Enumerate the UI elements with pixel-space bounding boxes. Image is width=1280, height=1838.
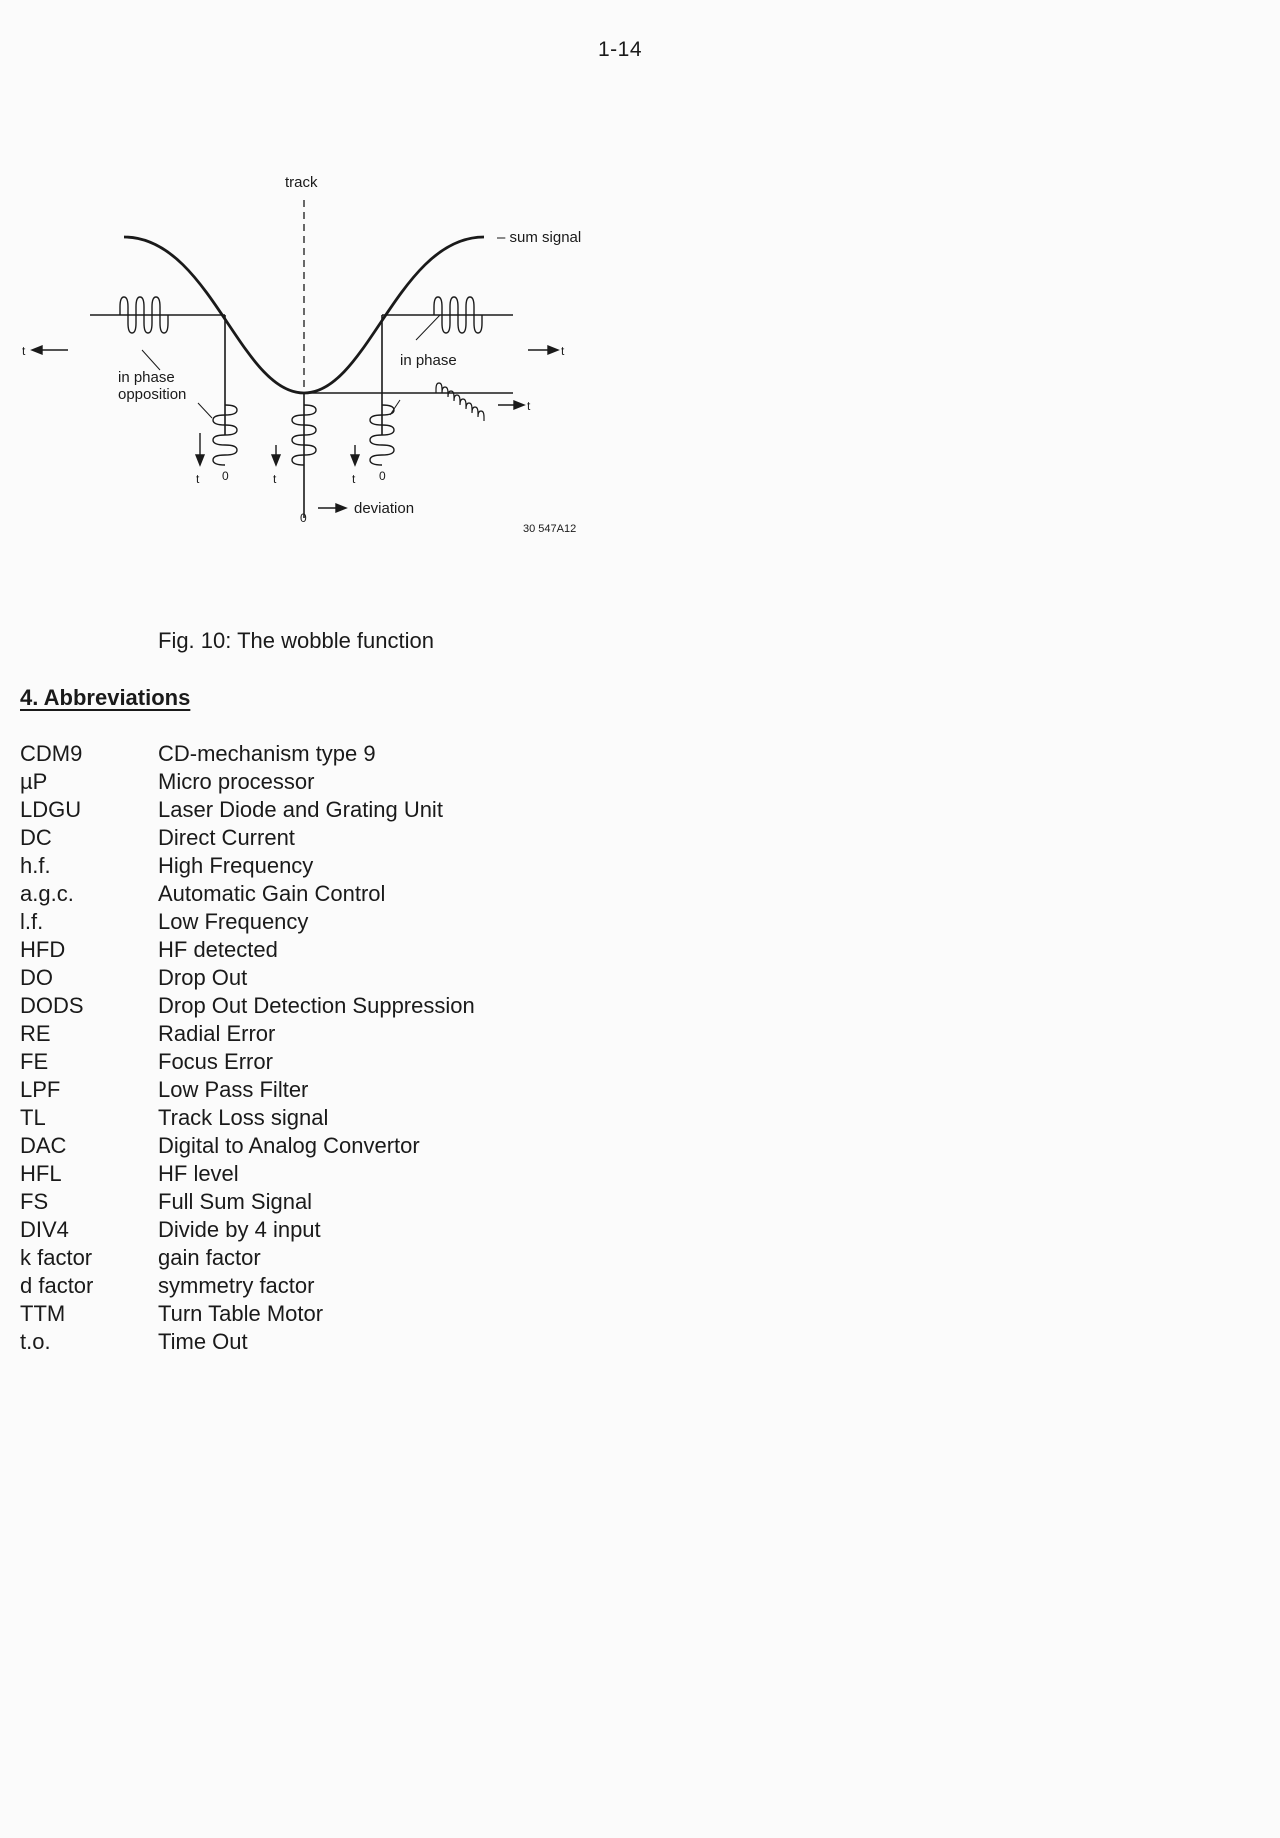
in-phase-opposition-leader-bottom bbox=[198, 403, 212, 418]
abbreviation-term: DAC bbox=[20, 1133, 67, 1158]
abbreviation-row bbox=[20, 992, 580, 1020]
label-zero-left: 0 bbox=[222, 469, 229, 483]
abbreviation-row bbox=[20, 936, 580, 964]
in-phase-leader-bottom bbox=[390, 400, 400, 415]
abbreviation-definition: Laser Diode and Grating Unit bbox=[158, 797, 443, 822]
label-t-down-center: t bbox=[273, 472, 277, 486]
arrow-down-center bbox=[272, 455, 280, 465]
abbreviation-row bbox=[20, 1216, 580, 1244]
abbreviation-row bbox=[20, 964, 580, 992]
abbreviation-term: LPF bbox=[20, 1077, 61, 1102]
arrow-right-t bbox=[548, 346, 558, 354]
abbreviation-row bbox=[20, 1160, 580, 1188]
abbreviation-term: DIV4 bbox=[20, 1217, 69, 1242]
abbreviation-definition: Divide by 4 input bbox=[158, 1217, 321, 1242]
in-phase-opposition-leader-top bbox=[142, 350, 160, 370]
abbreviation-row bbox=[20, 1020, 580, 1048]
abbreviation-definition: Focus Error bbox=[158, 1049, 273, 1074]
abbreviation-list bbox=[20, 740, 580, 1356]
label-t-down-left: t bbox=[196, 472, 200, 486]
label-t-down-right: t bbox=[352, 472, 356, 486]
label-deviation: deviation bbox=[354, 500, 415, 517]
abbreviation-term: FE bbox=[20, 1049, 49, 1074]
abbreviation-term: CDM9 bbox=[20, 741, 83, 766]
label-t-right: t bbox=[561, 344, 565, 358]
in-phase-leader-top bbox=[416, 315, 440, 340]
abbreviation-definition: Drop Out bbox=[158, 965, 248, 990]
abbreviation-definition: Time Out bbox=[158, 1329, 248, 1354]
abbreviation-definition: High Frequency bbox=[158, 853, 314, 878]
abbreviation-row bbox=[20, 796, 580, 824]
abbreviation-definition: Turn Table Motor bbox=[158, 1301, 324, 1326]
abbreviation-term: LDGU bbox=[20, 797, 82, 822]
abbreviation-definition: Radial Error bbox=[158, 1021, 276, 1046]
wobble-function-diagram bbox=[20, 165, 620, 555]
abbreviation-row bbox=[20, 1244, 580, 1272]
abbreviation-row bbox=[20, 1188, 580, 1216]
abbreviation-definition: Low Frequency bbox=[158, 909, 309, 934]
abbreviation-term: a.g.c. bbox=[20, 881, 74, 906]
abbreviation-term: µP bbox=[20, 769, 48, 794]
abbreviation-definition: Digital to Analog Convertor bbox=[158, 1133, 420, 1158]
figure-caption: Fig. 10: The wobble function bbox=[158, 628, 434, 653]
abbreviation-term: l.f. bbox=[20, 909, 44, 934]
arrow-down-right bbox=[351, 455, 359, 465]
abbreviation-row bbox=[20, 824, 580, 852]
abbreviation-term: TTM bbox=[20, 1301, 66, 1326]
abbreviation-term: DO bbox=[20, 965, 53, 990]
abbreviation-definition: Direct Current bbox=[158, 825, 295, 850]
abbreviation-term: t.o. bbox=[20, 1329, 51, 1354]
abbreviation-term: DC bbox=[20, 825, 52, 850]
label-in-phase-opposition-1: in phase bbox=[118, 369, 175, 386]
arrow-deviation bbox=[336, 504, 346, 512]
abbreviation-definition: Full Sum Signal bbox=[158, 1189, 313, 1214]
label-in-phase: in phase bbox=[400, 352, 457, 369]
abbreviation-row bbox=[20, 1104, 580, 1132]
abbreviation-term: k factor bbox=[20, 1245, 93, 1270]
abbreviation-term: RE bbox=[20, 1021, 51, 1046]
arrow-down-left bbox=[196, 455, 204, 465]
abbreviation-term: HFD bbox=[20, 937, 66, 962]
abbreviation-row bbox=[20, 740, 580, 768]
abbreviation-row bbox=[20, 1272, 580, 1300]
abbreviation-definition: Track Loss signal bbox=[158, 1105, 329, 1130]
label-track: track bbox=[285, 174, 318, 191]
abbreviation-row bbox=[20, 1076, 580, 1104]
abbreviation-term: HFL bbox=[20, 1161, 62, 1186]
page-number: 1-14 bbox=[597, 38, 643, 61]
label-figure-code: 30 547A12 bbox=[523, 523, 577, 535]
abbreviation-definition: gain factor bbox=[158, 1245, 261, 1270]
wobble-lower-right bbox=[436, 383, 484, 421]
abbreviation-term: TL bbox=[20, 1105, 46, 1130]
label-zero-right: 0 bbox=[379, 469, 386, 483]
section-title-abbreviations: 4. Abbreviations bbox=[20, 685, 191, 710]
abbreviation-row bbox=[20, 768, 580, 796]
abbreviation-row bbox=[20, 880, 580, 908]
label-t-left: t bbox=[22, 344, 26, 358]
abbreviation-definition: Automatic Gain Control bbox=[158, 881, 386, 906]
abbreviation-definition: symmetry factor bbox=[158, 1273, 315, 1298]
abbreviation-definition: CD-mechanism type 9 bbox=[158, 741, 376, 766]
abbreviation-term: DODS bbox=[20, 993, 84, 1018]
abbreviation-row bbox=[20, 852, 580, 880]
abbreviation-term: h.f. bbox=[20, 853, 51, 878]
abbreviation-row bbox=[20, 1328, 580, 1356]
abbreviation-definition: Micro processor bbox=[158, 769, 315, 794]
abbreviation-definition: HF detected bbox=[158, 937, 278, 962]
label-sum-signal: – sum signal bbox=[497, 229, 582, 246]
abbreviation-row bbox=[20, 908, 580, 936]
label-zero-center: 0 bbox=[300, 511, 307, 525]
abbreviation-definition: Low Pass Filter bbox=[158, 1077, 309, 1102]
abbreviation-term: FS bbox=[20, 1189, 49, 1214]
abbreviation-term: d factor bbox=[20, 1273, 94, 1298]
arrow-lower-right-t bbox=[514, 401, 524, 409]
label-t-lower-right: t bbox=[527, 399, 531, 413]
abbreviation-row bbox=[20, 1132, 580, 1160]
abbreviation-row bbox=[20, 1300, 580, 1328]
abbreviation-row bbox=[20, 1048, 580, 1076]
arrow-left-t bbox=[32, 346, 42, 354]
label-in-phase-opposition-2: opposition bbox=[118, 386, 187, 403]
abbreviation-definition: Drop Out Detection Suppression bbox=[158, 993, 475, 1018]
abbreviation-definition: HF level bbox=[158, 1161, 239, 1186]
